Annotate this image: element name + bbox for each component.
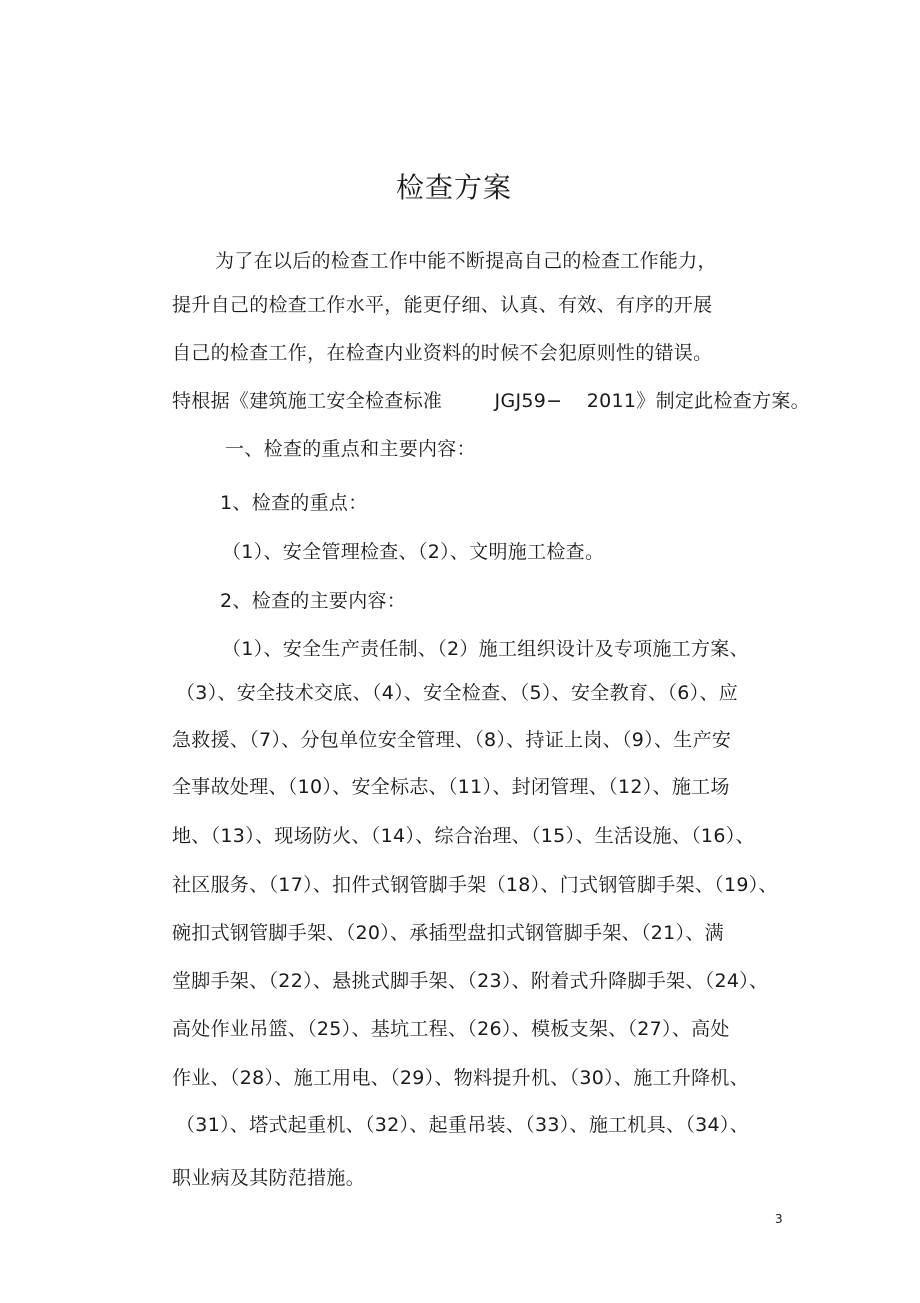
content-line: 作业、（28）、施工用电、（29）、物料提升机、（30）、施工升降机、 (172, 1067, 750, 1089)
standard-code: JGJ59− (494, 390, 563, 412)
standard-year-suffix: 2011》制定此检查方案。 (586, 390, 810, 412)
content-line: 社区服务、（17）、扣件式钢管脚手架（18）、门式钢管脚手架、（19）、 (172, 874, 778, 896)
content-line: 全事故处理、（10）、安全标志、（11）、封闭管理、（12）、施工场 (172, 776, 730, 798)
intro-line-2: 提升自己的检查工作水平，能更仔细、认真、有效、有序的开展 (172, 294, 713, 316)
standard-prefix: 特根据《建筑施工安全检查标准 (172, 390, 443, 412)
focus-items: （1）、安全管理检查、（2）、文明施工检查。 (222, 541, 605, 563)
page-number: 3 (775, 1212, 783, 1226)
content-line: 急救援、（7）、分包单位安全管理、（8）、持证上岗、（9）、生产安 (172, 729, 732, 751)
content-line: 高处作业吊篮、（25）、基坑工程、（26）、模板支架、（27）、高处 (172, 1018, 730, 1040)
focus-heading: 1、检查的重点： (220, 492, 368, 514)
content-line: 堂脚手架、（22）、悬挑式脚手架、（23）、附着式升降脚手架、（24）、 (172, 970, 769, 992)
content-line: 职业病及其防范措施。 (172, 1167, 366, 1189)
page-title: 检查方案 (395, 171, 512, 204)
content-line: 碗扣式钢管脚手架、（20）、承插型盘扣式钢管脚手架、（21）、满 (172, 922, 724, 944)
content-line: 地、（13）、现场防火、（14）、综合治理、（15）、生活设施、（16）、 (172, 825, 755, 847)
content-line: （31）、塔式起重机、（32）、起重吊装、（33）、施工机具、（34）、 (176, 1114, 750, 1136)
standard-reference-line (172, 386, 810, 413)
content-line: （1）、安全生产责任制、（2）施工组织设计及专项施工方案、 (222, 638, 749, 660)
intro-line-3: 自己的检查工作，在检查内业资料的时候不会犯原则性的错误。 (172, 342, 713, 364)
content-heading: 2、检查的主要内容： (220, 590, 407, 612)
intro-line-1: 为了在以后的检查工作中能不断提高自己的检查工作能力， (215, 250, 717, 272)
content-line: （3）、安全技术交底、（4）、安全检查、（5）、安全教育、（6）、应 (176, 682, 739, 704)
section-heading: 一、检查的重点和主要内容： (225, 438, 476, 460)
